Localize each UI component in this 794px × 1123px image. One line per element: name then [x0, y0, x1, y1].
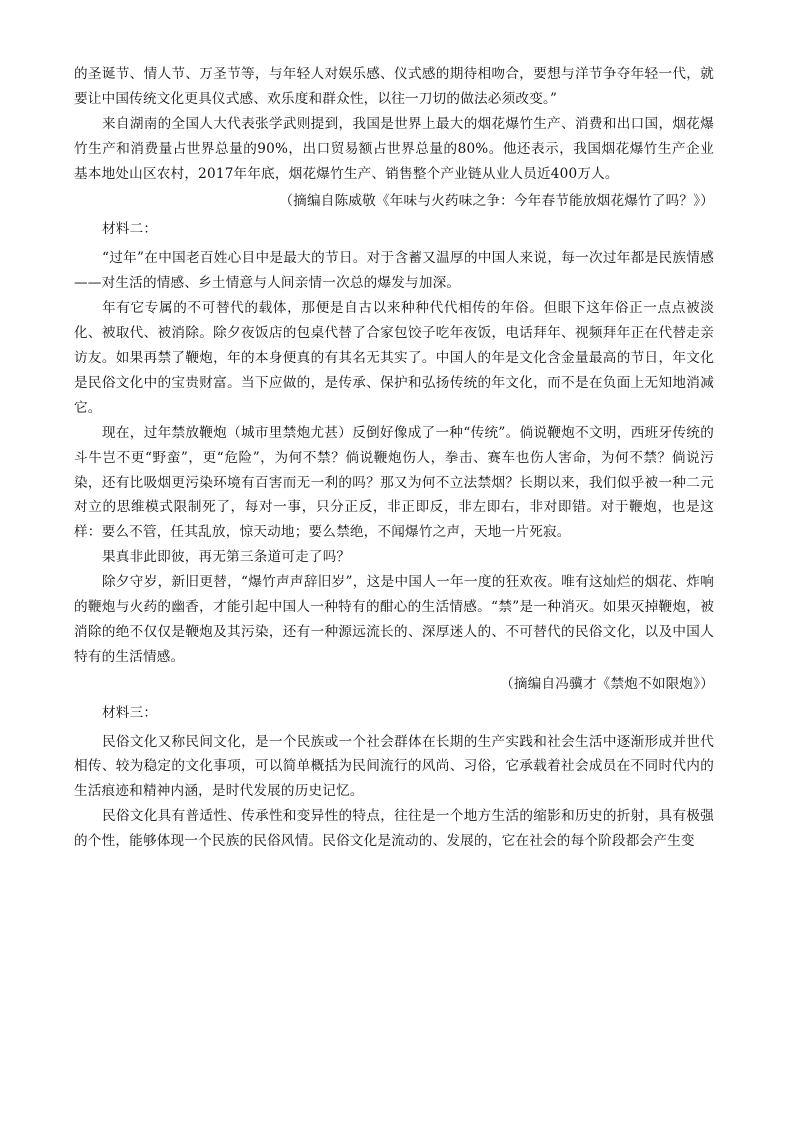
paragraph-folk-culture-def: 民俗文化又称民间文化，是一个民族或一个社会群体在长期的生产实践和社会生活中逐渐形成并世代相传、较为稳定的文化事项，可以简单概括为民间流行的风尚、习俗，它承载着社会成员在不同时代内的生活痕迹和精神内涵，是时代发展的历史记忆。	[74, 733, 714, 800]
paragraph-continued: 的圣诞节、情人节、万圣节等，与年轻人对娱乐感、仪式感的期待相吻合，要想与洋节争夺年轻一代，就要让中国传统文化更具仪式感、欢乐度和群众性，以往一刀切的做法必须改变。”	[74, 66, 714, 107]
source-citation-2: （摘编自冯骥才《禁炮不如限炮》）	[500, 675, 714, 692]
source-citation-1: （摘编自陈威敬《年味与火药味之争：今年春节能放烟花爆竹了吗？》）	[279, 192, 714, 209]
material-2-heading: 材料二：	[102, 221, 158, 238]
material-3-heading: 材料三：	[102, 704, 158, 721]
paragraph-ban-firecrackers: 现在，过年禁放鞭炮（城市里禁炮尤甚）反倒好像成了一种“传统”。倘说鞭炮不文明，西班牙传统的斗牛岂不更“野蛮”，更“危险”，为何不禁？倘说鞭炮伤人，拳击、赛车也伤人害命，为何不禁？倘说污染，还有比吸烟更污染环境有百害而无一利的吗？那又为何不立法禁烟？长期以来，我们似乎被一种二元对立的思维模式限制死了，每对一事，只分正反，非正即反，非左即右，非对即错。对于鞭炮，也是这样：要么不管，任其乱放，惊天动地；要么禁绝，不闻爆竹之声，天地一片死寂。	[74, 424, 714, 541]
paragraph-new-year-eve: 除夕守岁，新旧更替，“爆竹声声辞旧岁”，这是中国人一年一度的狂欢夜。唯有这灿烂的烟花、炸响的鞭炮与火药的幽香，才能引起中国人一种特有的酣心的生活情感。“禁”是一种消灭。如果灭掉鞭炮，被消除的绝不仅仅是鞭炮及其污染，还有一种源远流长的、深厚迷人的、不可替代的民俗文化，以及中国人特有的生活情感。	[74, 574, 714, 665]
paragraph-nian-carrier: 年有它专属的不可替代的载体，那便是自古以来种种代代相传的年俗。但眼下这年俗正一点点被淡化、被取代、被消除。除夕夜饭店的包桌代替了合家包饺子吃年夜饭，电话拜年、视频拜年正在代替走亲访友。如果再禁了鞭炮，年的本身便真的有其名无其实了。中国人的年是文化含金量最高的节日，年文化是民俗文化中的宝贵财富。当下应做的，是传承、保护和弘扬传统的年文化，而不是在负面上无知地消减它。	[74, 300, 714, 416]
paragraph-guonian: “过年”在中国老百姓心目中是最大的节日。对于含蓄又温厚的中国人来说，每一次过年都是民族情感——对生活的情感、乡土情意与人间亲情一次总的爆发与加深。	[74, 250, 714, 292]
paragraph-zhang-xuewu: 来自湖南的全国人大代表张学武则提到，我国是世界上最大的烟花爆竹生产、消费和出口国，烟花爆竹生产和消费量占世界总量的90%，出口贸易额占世界总量的80%。他还表示，我国烟花爆竹生产企业基本地处山区农村，2017年年底，烟花爆竹生产、销售整个产业链从业人员近400万人。	[74, 115, 714, 182]
document-page	[74, 62, 714, 854]
paragraph-third-way: 果真非此即彼，再无第三条道可走了吗？	[102, 549, 351, 566]
paragraph-folk-culture-traits: 民俗文化具有普适性、传承性和变异性的特点，往往是一个地方生活的缩影和历史的折射，具有极强的个性，能够体现一个民族的民俗风情。民俗文化是流动的、发展的，它在社会的每个阶段都会产生变	[74, 808, 714, 850]
